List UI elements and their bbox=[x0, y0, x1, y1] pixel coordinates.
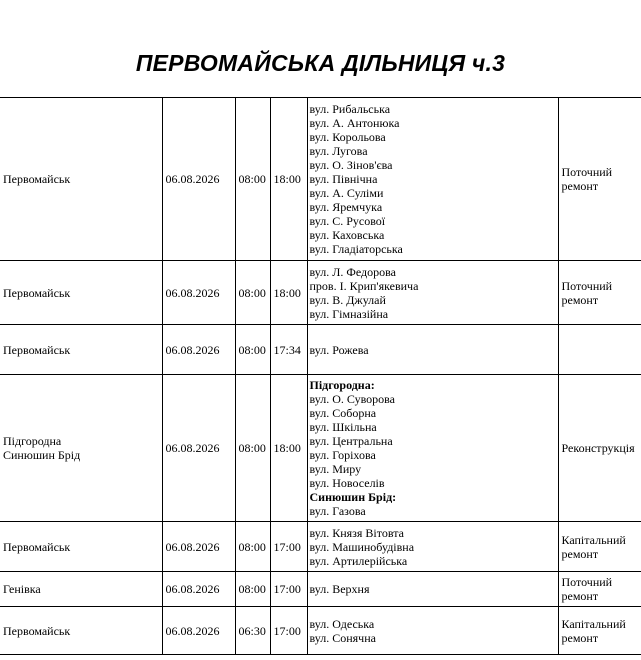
table-row bbox=[0, 607, 641, 655]
table-row bbox=[0, 261, 641, 325]
settlement-heading: Синюшин Брід: bbox=[309, 490, 397, 504]
street-item: вул. А. Антонюка bbox=[309, 116, 400, 130]
work-type: ремонт bbox=[561, 179, 599, 193]
settlement-name: Первомайськ bbox=[3, 285, 71, 300]
street-item: вул. Гладіаторська bbox=[309, 242, 403, 256]
table-row bbox=[0, 522, 641, 572]
date-cell: 06.08.2026 bbox=[162, 261, 235, 325]
page-title: ПЕРВОМАЙСЬКА ДІЛЬНИЦЯ ч.3 bbox=[135, 50, 506, 76]
street-item: вул. Верхня bbox=[309, 582, 370, 596]
settlement-heading: Підгородна: bbox=[309, 378, 375, 392]
work-type-cell bbox=[558, 607, 641, 655]
street-item: вул. С. Русової bbox=[309, 214, 386, 228]
work-type-cell bbox=[558, 261, 641, 325]
settlement-cell bbox=[0, 375, 162, 522]
work-type: ремонт bbox=[561, 292, 599, 307]
table-body bbox=[0, 98, 641, 655]
street-item: вул. Миру bbox=[309, 462, 362, 476]
work-type: Поточний bbox=[561, 278, 613, 293]
date-cell: 06.08.2026 bbox=[162, 375, 235, 522]
work-type-cell bbox=[558, 375, 641, 522]
start-time-cell: 08:00 bbox=[235, 572, 270, 607]
work-type: Капітальний bbox=[561, 532, 626, 547]
end-time-cell: 18:00 bbox=[270, 98, 307, 261]
settlement-cell bbox=[0, 572, 162, 607]
street-item: вул. В. Джулай bbox=[309, 292, 386, 307]
street-item: вул. Соборна bbox=[309, 406, 377, 420]
table-row bbox=[0, 98, 641, 261]
settlement-name: Синюшин Брід bbox=[3, 448, 81, 462]
street-item: вул. Північна bbox=[309, 172, 378, 186]
settlement-cell bbox=[0, 98, 162, 261]
settlement-cell bbox=[0, 325, 162, 375]
work-type-cell bbox=[558, 98, 641, 261]
street-item: вул. Князя Вітовта bbox=[309, 525, 404, 540]
start-time-cell: 08:00 bbox=[235, 325, 270, 375]
streets-cell bbox=[307, 261, 558, 325]
settlement-name: Генівка bbox=[3, 582, 41, 596]
street-item: вул. О. Суворова bbox=[309, 392, 396, 406]
street-item: вул. Рибальська bbox=[309, 102, 391, 116]
street-item: вул. Машинобудівна bbox=[309, 539, 415, 554]
street-item: вул. Центральна bbox=[309, 434, 393, 448]
street-item: вул. Л. Федорова bbox=[309, 264, 396, 279]
table-row bbox=[0, 572, 641, 607]
date-cell: 06.08.2026 bbox=[162, 607, 235, 655]
settlement-cell bbox=[0, 522, 162, 572]
street-item: вул. Шкільна bbox=[309, 420, 377, 434]
street-item: вул. Корольова bbox=[309, 130, 386, 144]
end-time-cell: 18:00 bbox=[270, 375, 307, 522]
work-type-cell bbox=[558, 325, 641, 375]
settlement-cell bbox=[0, 607, 162, 655]
street-item: пров. І. Крип'якевича bbox=[309, 278, 419, 293]
settlement-name: Підгородна bbox=[3, 434, 62, 448]
table-row bbox=[0, 375, 641, 522]
street-item: вул. О. Зінов'єва bbox=[309, 158, 393, 172]
settlement-name: Первомайськ bbox=[3, 623, 71, 638]
street-item: вул. Одеська bbox=[309, 616, 375, 631]
work-type: ремонт bbox=[561, 630, 599, 645]
work-type-cell bbox=[558, 572, 641, 607]
start-time-cell: 08:00 bbox=[235, 522, 270, 572]
street-item: вул. Каховська bbox=[309, 228, 385, 242]
work-type: ремонт bbox=[561, 589, 599, 603]
street-item: вул. Новоселів bbox=[309, 476, 385, 490]
street-item: вул. Лугова bbox=[309, 144, 368, 158]
end-time-cell: 18:00 bbox=[270, 261, 307, 325]
work-type-cell bbox=[558, 522, 641, 572]
street-item: вул. Артилерійська bbox=[309, 553, 408, 568]
start-time-cell: 08:00 bbox=[235, 375, 270, 522]
date-cell: 06.08.2026 bbox=[162, 98, 235, 261]
work-type: Капітальний bbox=[561, 616, 626, 631]
work-type: ремонт bbox=[561, 546, 599, 561]
settlement-name: Первомайськ bbox=[3, 172, 71, 186]
street-item: вул. Газова bbox=[309, 504, 366, 518]
streets-cell bbox=[307, 572, 558, 607]
street-item: вул. Яремчука bbox=[309, 200, 383, 214]
streets-cell bbox=[307, 607, 558, 655]
streets-cell bbox=[307, 522, 558, 572]
end-time-cell: 17:00 bbox=[270, 572, 307, 607]
street-item: вул. А. Суліми bbox=[309, 186, 384, 200]
start-time-cell: 08:00 bbox=[235, 98, 270, 261]
work-type: Поточний bbox=[561, 165, 613, 179]
table-row bbox=[0, 325, 641, 375]
street-item: вул. Гімназійна bbox=[309, 306, 389, 321]
streets-cell bbox=[307, 375, 558, 522]
end-time-cell: 17:00 bbox=[270, 522, 307, 572]
outage-schedule-table bbox=[0, 97, 641, 655]
settlement-name: Первомайськ bbox=[3, 342, 71, 357]
work-type: Поточний bbox=[561, 575, 613, 589]
settlement-name: Первомайськ bbox=[3, 539, 71, 554]
streets-cell bbox=[307, 325, 558, 375]
street-item: вул. Сонячна bbox=[309, 630, 376, 645]
date-cell: 06.08.2026 bbox=[162, 522, 235, 572]
start-time-cell: 06:30 bbox=[235, 607, 270, 655]
street-item: вул. Горіхова bbox=[309, 448, 376, 462]
street-item: вул. Рожева bbox=[309, 342, 369, 357]
end-time-cell: 17:00 bbox=[270, 607, 307, 655]
end-time-cell: 17:34 bbox=[270, 325, 307, 375]
date-cell: 06.08.2026 bbox=[162, 572, 235, 607]
date-cell: 06.08.2026 bbox=[162, 325, 235, 375]
start-time-cell: 08:00 bbox=[235, 261, 270, 325]
streets-cell bbox=[307, 98, 558, 261]
settlement-cell bbox=[0, 261, 162, 325]
work-type: Реконструкція bbox=[561, 441, 635, 455]
